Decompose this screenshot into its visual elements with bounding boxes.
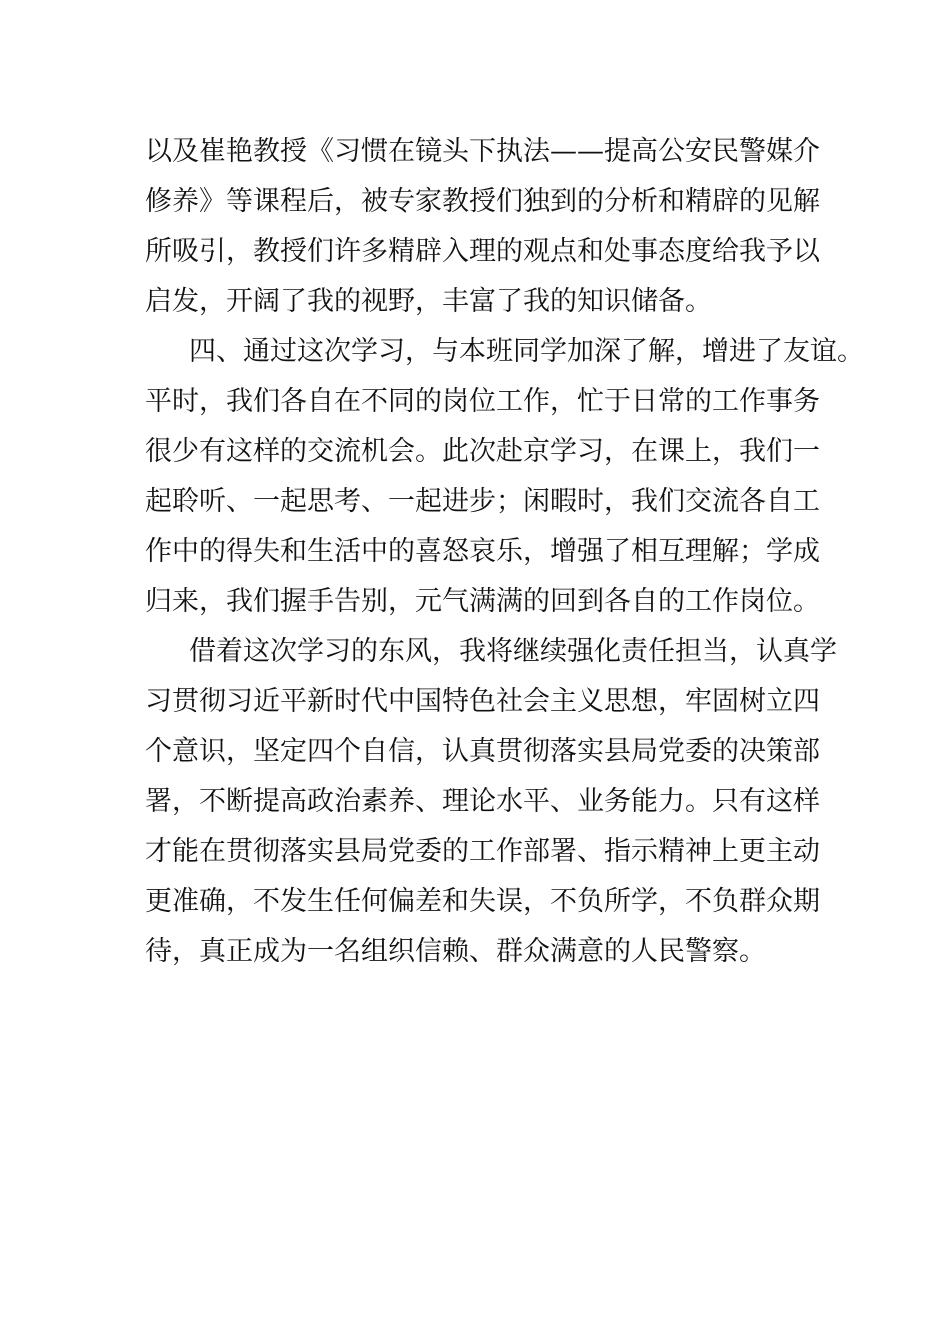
text-line-12: 习贯彻习近平新时代中国特色社会主义思想，牢固树立四 [145,686,820,717]
text-line-7: 很少有这样的交流机会。此次赴京学习，在课上，我们一 [145,436,820,467]
text-line-17: 待，真正成为一名组织信赖、群众满意的人民警察。 [145,936,766,967]
text-line-14: 署，不断提高政治素养、理论水平、业务能力。只有这样 [145,786,820,817]
text-line-2: 修养》等课程后，被专家教授们独到的分析和精辟的见解 [145,186,820,217]
text-line-5: 四、通过这次学习，与本班同学加深了解，增进了友谊。 [189,336,864,367]
text-line-4: 启发，开阔了我的视野，丰富了我的知识储备。 [145,286,712,317]
text-line-15: 才能在贯彻落实县局党委的工作部署、指示精神上更主动 [145,836,820,867]
text-line-1: 以及崔艳教授《习惯在镜头下执法——提高公安民警媒介 [145,136,820,167]
text-line-11: 借着这次学习的东风，我将继续强化责任担当，认真学 [189,636,837,667]
text-line-10: 归来，我们握手告别，元气满满的回到各自的工作岗位。 [145,586,820,617]
text-line-16: 更准确，不发生任何偏差和失误，不负所学，不负群众期 [145,886,820,917]
text-line-13: 个意识，坚定四个自信，认真贯彻落实县局党委的决策部 [145,736,820,767]
text-line-3: 所吸引，教授们许多精辟入理的观点和处事态度给我予以 [145,236,820,267]
text-line-9: 作中的得失和生活中的喜怒哀乐，增强了相互理解；学成 [145,536,820,567]
text-line-6: 平时，我们各自在不同的岗位工作，忙于日常的工作事务 [145,386,820,417]
text-line-8: 起聆听、一起思考、一起进步；闲暇时，我们交流各自工 [145,486,820,517]
